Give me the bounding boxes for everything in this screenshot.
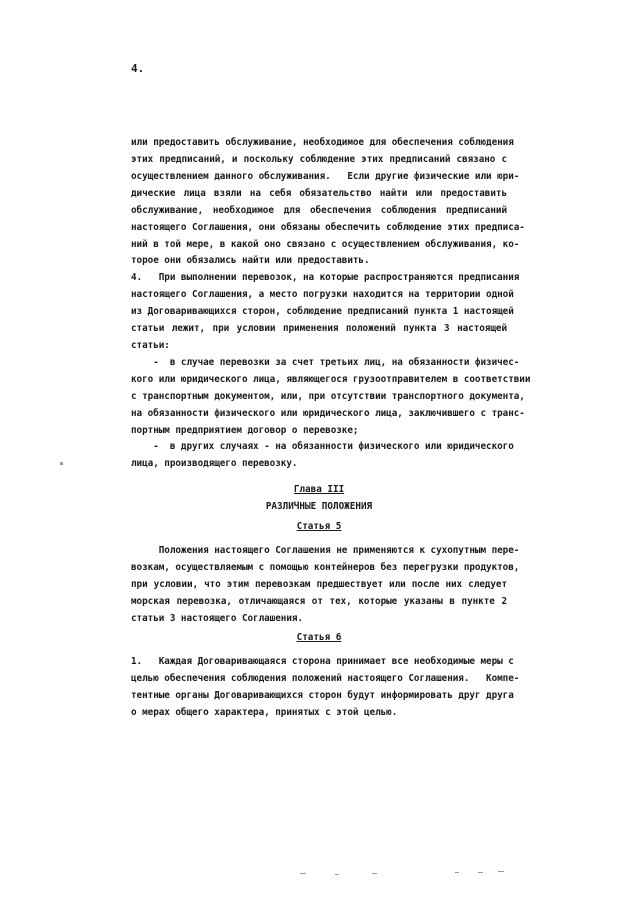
text-line: возкам, осуществляемым с помощью контейнеров без перегрузки продуктов,	[131, 562, 520, 573]
scan-artifact	[335, 874, 339, 875]
text-line: ний в той мере, в какой оно связано с осуществлением обслуживания, ко-	[131, 239, 520, 250]
text-line: тентные органы Договаривающихся сторон будут информировать друг друга	[131, 690, 514, 701]
text-line: морская перевозка, отличающаяся от тех, которые указаны в пункте 2	[131, 596, 507, 607]
text-line: на обязанности физического или юридического лица, заключившего с транс-	[131, 408, 525, 419]
chapter-title: Глава III	[293, 484, 345, 495]
scan-artifact	[478, 872, 483, 873]
text-line: портным предприятием договор о перевозке;	[131, 425, 359, 436]
text-line: с транспортным документом, или, при отсутствии транспортного документа,	[131, 391, 525, 402]
text-line: или предоставить обслуживание, необходимое для обеспечения соблюдения	[131, 137, 514, 148]
page-number: 4.	[131, 62, 145, 75]
scan-artifact	[300, 873, 306, 874]
text-line: настоящего Соглашения, а место погрузки находится на территории одной	[131, 289, 514, 300]
article-6-title: Статья 6	[296, 632, 342, 643]
text-line: дические лица взяли на себя обязательство найти или предоставить	[131, 188, 507, 199]
text-line: обслуживание, необходимое для обеспечения соблюдения предписаний	[131, 205, 507, 216]
text-line: статьи лежит, при условии применения положений пункта 3 настоящей	[131, 323, 507, 334]
scan-artifact	[372, 873, 377, 874]
text-line: Положения настоящего Соглашения не применяются к сухопутным пере-	[131, 545, 520, 556]
text-line: - в других случаях - на обязанности физического или юридического	[131, 441, 514, 452]
scan-artifact	[60, 462, 63, 465]
text-line: из Договаривающихся сторон, соблюдение предписаний пункта 1 настоящей	[131, 306, 514, 317]
article-5-title: Статья 5	[296, 521, 342, 532]
text-line: кого или юридического лица, являющегося грузоотправителем в соответствии	[131, 374, 531, 385]
text-line: - в случае перевозки за счет третьих лиц, на обязанности физичес-	[131, 357, 520, 368]
text-line: 4. При выполнении перевозок, на которые распространяются предписания	[131, 272, 520, 283]
text-line: статьи:	[131, 340, 170, 351]
text-line: при условии, что этим перевозкам предшествует или после них следует	[131, 579, 507, 590]
text-line: о мерах общего характера, принятых с этой целью.	[131, 707, 398, 718]
text-line: 1. Каждая Договаривающаяся сторона принимает все необходимые меры с	[131, 656, 514, 667]
text-line: этих предписаний, и поскольку соблюдение этих предписаний связано с	[131, 154, 507, 165]
chapter-subtitle: РАЗЛИЧНЫЕ ПОЛОЖЕНИЯ	[265, 501, 373, 512]
text-line: настоящего Соглашения, они обязаны обеспечить соблюдение этих предписа-	[131, 222, 525, 233]
scan-artifact	[455, 872, 459, 873]
text-line: осуществлением данного обслуживания. Если другие физические или юри-	[131, 171, 520, 182]
text-line: торое они обязались найти или предоставить.	[131, 255, 370, 266]
scan-artifact	[498, 871, 504, 872]
text-line: лица, производящего перевозку.	[131, 458, 298, 469]
text-line: целью обеспечения соблюдения положений настоящего Соглашения. Компе-	[131, 673, 520, 684]
text-line: статьи 3 настоящего Соглашения.	[131, 613, 303, 624]
